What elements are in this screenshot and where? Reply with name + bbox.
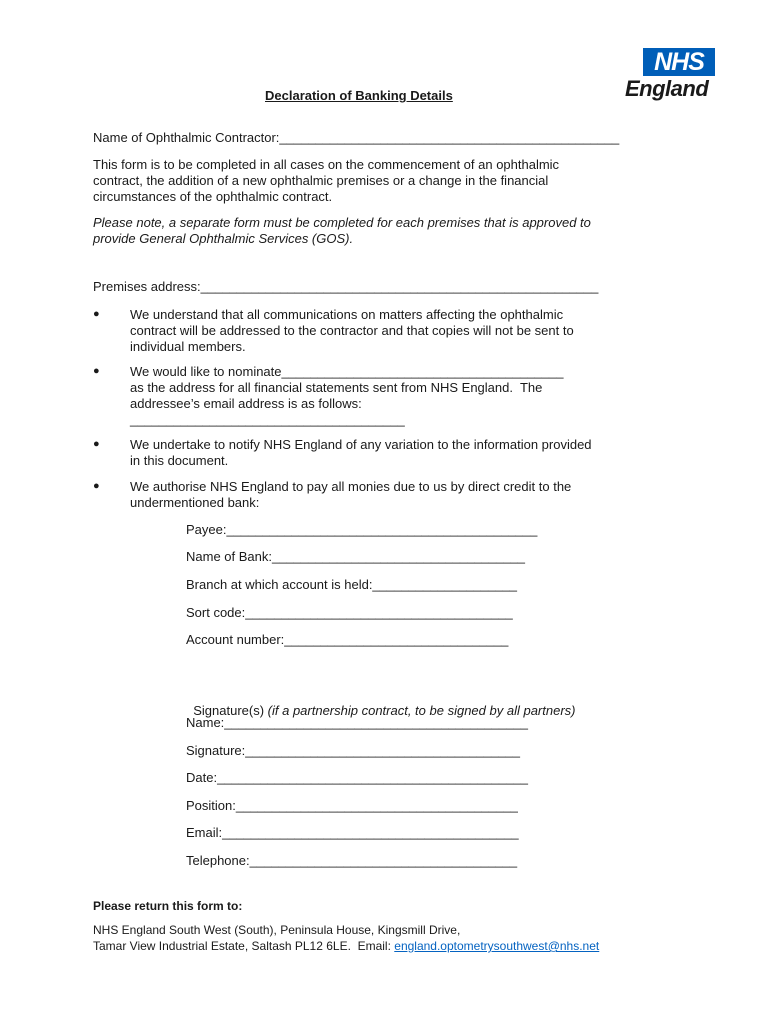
note-line: Please note, a separate form must be completed for each premises that is approved to — [93, 215, 591, 230]
bullet-line: individual members. — [130, 339, 246, 354]
addressee-email-field[interactable]: ______________________________________ — [130, 412, 405, 427]
nhs-logo-badge: NHS — [643, 48, 715, 76]
bullet-icon: ● — [93, 438, 100, 450]
telephone-field[interactable]: Telephone:_____________________________________ — [186, 853, 518, 868]
date-field[interactable]: Date:___________________________________________ — [186, 770, 528, 785]
note-line: provide General Ophthalmic Services (GOS). — [93, 231, 354, 246]
return-address-line: Tamar View Industrial Estate, Saltash PL12 6LE. Email: — [93, 939, 395, 953]
bullet-line: addressee’s email address is as follows: — [130, 396, 362, 411]
nhs-logo-word: England — [625, 76, 709, 101]
contractor-name-field[interactable]: Name of Ophthalmic Contractor:_______________________________________________ — [93, 130, 620, 145]
intro-line: This form is to be completed in all cases on the commencement of an ophthalmic — [93, 157, 560, 172]
signer-name-field[interactable]: Name:__________________________________________ — [186, 715, 528, 730]
signature-field[interactable]: Signature:______________________________________ — [186, 743, 521, 758]
email-field[interactable]: Email:_________________________________________ — [186, 825, 519, 840]
return-address — [93, 922, 599, 954]
page-title: Declaration of Banking Details — [265, 88, 453, 103]
bullet-item-authorise — [130, 479, 571, 511]
bank-name-field[interactable]: Name of Bank:___________________________________ — [186, 549, 526, 564]
return-email-link[interactable]: england.optometrysouthwest@nhs.net — [394, 939, 600, 953]
signature-heading-note: (if a partnership contract, to be signed by all partners) — [267, 703, 576, 718]
bullet-item-communications — [130, 307, 574, 355]
bullet-line: We undertake to notify NHS England of any variation to the information provided — [130, 437, 592, 452]
bullet-line: as the address for all financial statements sent from NHS England. The — [130, 380, 543, 395]
position-field[interactable]: Position:_______________________________________ — [186, 798, 518, 813]
bullet-icon: ● — [93, 365, 100, 377]
branch-field[interactable]: Branch at which account is held:____________________ — [186, 577, 518, 592]
note-paragraph — [93, 215, 591, 247]
bullet-line: We understand that all communications on matters affecting the ophthalmic — [130, 307, 564, 322]
premises-address-field[interactable]: Premises address:_______________________________________________________ — [93, 279, 599, 294]
bullet-icon: ● — [93, 308, 100, 320]
intro-paragraph — [93, 157, 559, 205]
bullet-item-nominate — [130, 364, 563, 428]
bullet-line: in this document. — [130, 453, 229, 468]
nhs-england-logo — [625, 48, 717, 104]
bullet-line: We authorise NHS England to pay all monies due to us by direct credit to the — [130, 479, 572, 494]
return-heading: Please return this form to: — [93, 899, 243, 913]
sort-code-field[interactable]: Sort code:_____________________________________ — [186, 605, 513, 620]
payee-field[interactable]: Payee:___________________________________________ — [186, 522, 538, 537]
nominate-address-field[interactable]: We would like to nominate_______________________________________ — [130, 364, 564, 379]
bullet-line: undermentioned bank: — [130, 495, 260, 510]
bullet-line: contract will be addressed to the contractor and that copies will not be sent to — [130, 323, 574, 338]
bullet-icon: ● — [93, 480, 100, 492]
bullet-item-variation — [130, 437, 592, 469]
return-address-line: NHS England South West (South), Peninsula House, Kingsmill Drive, — [93, 923, 461, 937]
intro-line: contract, the addition of a new ophthalmic premises or a change in the financial — [93, 173, 549, 188]
intro-line: circumstances of the ophthalmic contract. — [93, 189, 333, 204]
signature-heading-label: Signature(s) — [193, 703, 268, 718]
account-number-field[interactable]: Account number:_______________________________ — [186, 632, 509, 647]
